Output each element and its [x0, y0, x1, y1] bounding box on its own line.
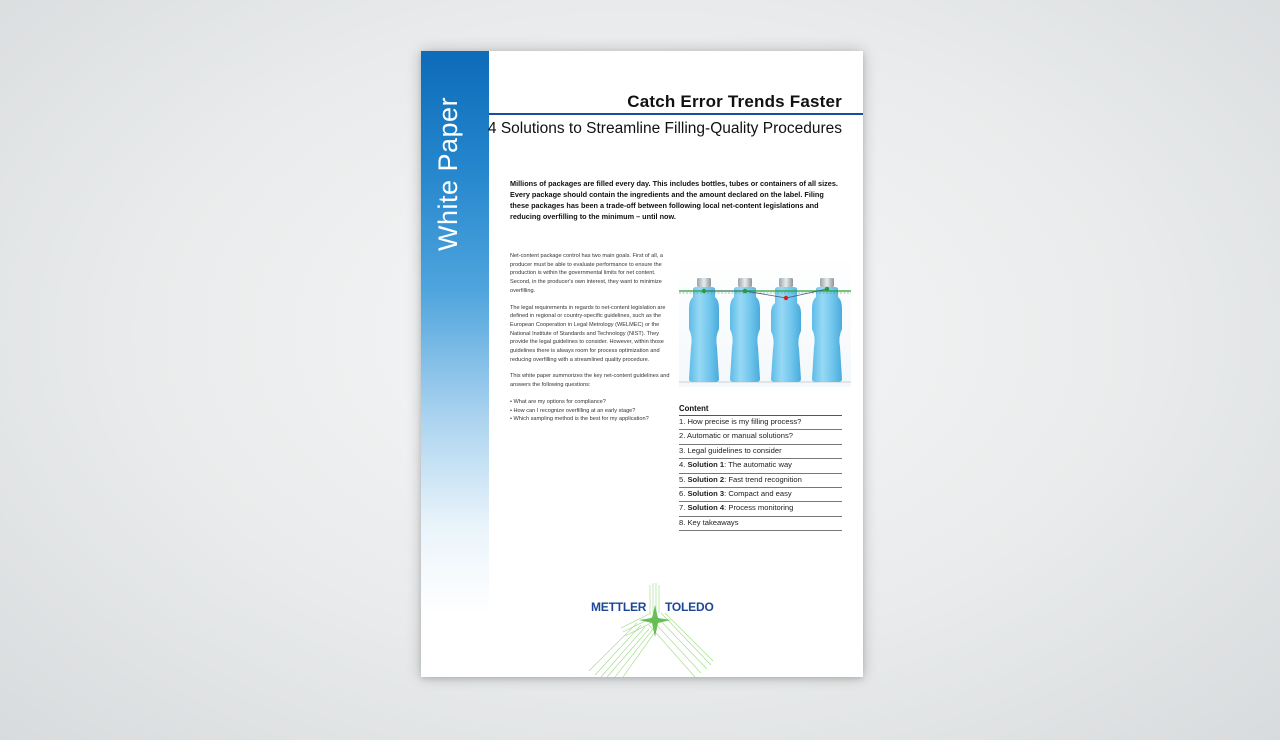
toc-heading: Content	[679, 404, 842, 416]
toc-item	[679, 517, 842, 531]
toc-strong: Solution 2	[687, 474, 725, 484]
question-item: • What are my options for compliance?	[510, 398, 606, 405]
document-title: Catch Error Trends Faster	[627, 92, 842, 111]
toc-item	[679, 459, 842, 473]
toc-number: 1.	[679, 417, 688, 426]
level-marker-ok	[743, 289, 747, 293]
white-paper-page	[421, 51, 863, 677]
toc-item	[679, 502, 842, 516]
question-item: • How can I recognize overfilling at an early stage?	[510, 407, 636, 414]
toc-text: Key takeaways	[687, 517, 739, 527]
bottle-1	[689, 278, 719, 382]
blue-side-band	[421, 51, 489, 677]
toc-number: 5.	[679, 474, 688, 484]
toc-number: 8.	[679, 517, 688, 527]
question-list	[510, 398, 676, 424]
bottle-3	[771, 278, 801, 382]
bottle-2	[730, 278, 760, 382]
bottles-illustration	[679, 253, 851, 387]
toc-item	[679, 445, 842, 459]
level-marker-ok	[702, 289, 706, 293]
body-text	[510, 252, 676, 424]
toc-item	[679, 416, 842, 430]
title-rule	[489, 113, 863, 115]
toc-number: 6.	[679, 488, 688, 498]
mettler-toledo-logo	[561, 583, 731, 677]
toc-number: 4.	[679, 460, 688, 470]
toc-text: : Fast trend recognition	[724, 474, 802, 484]
document-subtitle: 4 Solutions to Streamline Filling-Quality Procedures	[487, 120, 842, 137]
toc-text: Legal guidelines to consider	[687, 445, 782, 455]
logo-text-right: TOLEDO	[665, 600, 714, 614]
toc-item	[679, 474, 842, 488]
logo-star-mark-icon	[561, 583, 731, 677]
body-paragraph: The legal requirements in regards to net-content legislation are defined in regional or country-specific guidelines, such as the European Cooperation in Legal Metrology (WELMEC) or the National Institute of Standards and Technology (NIST). They provide the legal guidelines to consider. However, within those guidelines there is always room for process optimization and reducing overfilling with a streamlined quality procedure.	[510, 304, 666, 363]
toc-number: 7.	[679, 503, 688, 513]
toc-text: : Process monitoring	[724, 503, 794, 513]
body-paragraph: Net-content package control has two main goals. First of all, a producer must be able to evaluate performance to ensure the production is within the governmental limits for net content. Second, in the producer's own interest, they want to minimize overfilling.	[510, 253, 663, 294]
logo-text-left: METTLER	[591, 600, 647, 614]
question-item: • Which sampling method is the best for my application?	[510, 416, 649, 423]
bottle-4	[812, 278, 842, 382]
toc-item	[679, 488, 842, 502]
toc-text: How precise is my filling process?	[687, 417, 802, 426]
toc-strong: Solution 4	[687, 503, 725, 513]
band-label: White Paper	[433, 96, 463, 251]
toc-text: : Compact and easy	[724, 488, 792, 498]
toc-number: 2.	[679, 431, 688, 441]
lead-paragraph: Millions of packages are filled every day. This includes bottles, tubes or containers of all sizes. Every package should contain the ingredients and the amount declared on the label. Filing these packages has been a trade-off between following local net-content legislations and reducing overfilling to the minimum – until now.	[510, 179, 838, 221]
toc-strong: Solution 1	[687, 460, 725, 470]
toc-text: : The automatic way	[724, 460, 792, 470]
toc-strong: Solution 3	[687, 488, 725, 498]
level-marker-ok	[825, 287, 829, 291]
toc-text: Automatic or manual solutions?	[687, 431, 793, 441]
toc-number: 3.	[679, 445, 688, 455]
table-of-contents	[679, 404, 842, 531]
body-paragraph: This white paper summorizes the key net-content guidelines and answers the following questions:	[510, 373, 670, 389]
toc-item	[679, 430, 842, 444]
bottles-photo	[679, 253, 851, 387]
level-marker-low	[784, 296, 788, 300]
